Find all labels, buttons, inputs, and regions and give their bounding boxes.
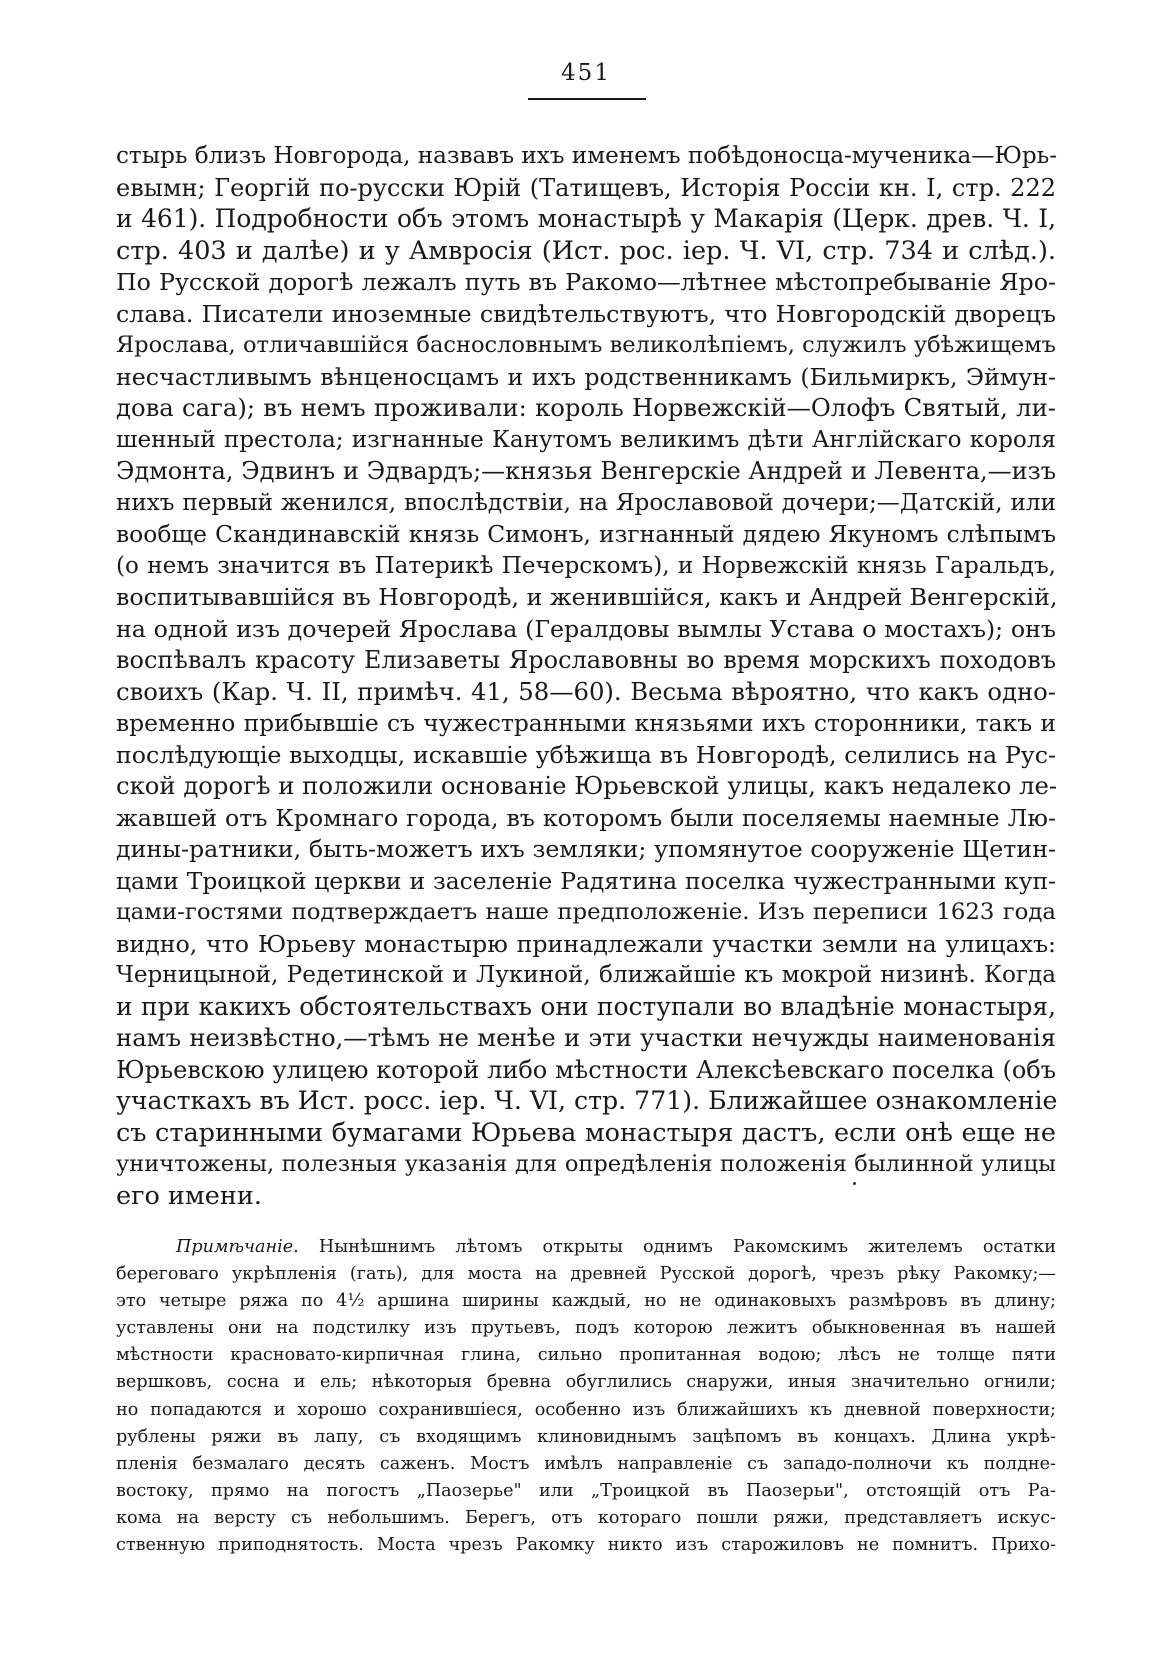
footnote-line: это четыре ряжа по 4½ аршина ширины каждый, но не одинаковыхъ размѣровъ въ длину; (116, 1291, 1056, 1312)
footnote-line: вершковъ, сосна и ель; нѣкоторыя бревна обуглились снаружи, иныя значительно огнили; (116, 1372, 1056, 1393)
text-line: намъ неизвѣстно,—тѣмъ не менѣе и эти участки нечужды наименованія (116, 1023, 1056, 1052)
text-line: (о немъ значится въ Патерикѣ Печерскомъ), и Норвежскій князь Гаральдъ, (116, 552, 1056, 579)
text-line: на одной изъ дочерей Ярослава (Гералдовы вымлы Устава о мостахъ); онъ (116, 614, 1056, 643)
text-line: участкахъ въ Ист. росс. іер. Ч. VI, стр. 771). Ближайшее ознакомленіе (116, 1086, 1058, 1115)
footnote-label: Примѣчаніе. (176, 1237, 299, 1257)
text-line: Юрьевскою улицею которой либо мѣстности Алексѣевскаго поселка (объ (116, 1055, 1056, 1084)
footnote-line: уставлены они на подстилку изъ прутьевъ, подъ которою лежитъ обыкновенная въ нашей (116, 1318, 1056, 1339)
text-line: воспѣвалъ красоту Елизаветы Ярославовны во время морскихъ походовъ (116, 646, 1056, 674)
footnote-line: мѣстности красновато-кирпичная глина, сильно пропитанная водою; лѣсъ не толще пяти (116, 1345, 1056, 1366)
footnote-line: рублены ряжи въ лапу, съ входящимъ клиновиднымъ зацѣпомъ въ концахъ. Длина укрѣ- (116, 1426, 1056, 1447)
text-line: своихъ (Кар. Ч. II, примѣч. 41, 58—60). Весьма вѣроятно, что какъ одно- (116, 676, 1056, 706)
page-number: 451 (561, 60, 611, 86)
text-line: цами Троицкой церкви и заселеніе Радятина поселка чужестранными куп- (116, 866, 1056, 895)
text-line: ской дорогѣ и положили основаніе Юрьевской улицы, какъ недалеко ле- (116, 771, 1058, 800)
text-line: По Русской дорогѣ лежалъ путь въ Ракомо—лѣтнее мѣстопребываніе Яро- (116, 268, 1056, 296)
text-line: цами-гостями подтверждаетъ наше предположеніе. Изъ переписи 1623 года (116, 899, 1056, 925)
text-line: шенный престола; изгнанные Канутомъ великимъ дѣти Англійскаго короля (116, 426, 1056, 453)
text-line: и 461). Подробности объ этомъ монастырѣ у Макарія (Церк. древ. Ч. I, (116, 204, 1056, 233)
print-speck (853, 1182, 856, 1185)
text-line: нихъ первый женился, впослѣдствіи, на Ярославовой дочери;—Датскій, или (116, 489, 1056, 516)
text-line: послѣдующіе выходцы, искавшіе убѣжища въ Новгородѣ, селились на Рус- (116, 740, 1056, 769)
footnote-first-line-text: Нынѣшнимъ лѣтомъ открыты однимъ Ракомскимъ жителемъ остатки (298, 1237, 1056, 1257)
footnote-first-line (176, 1234, 1056, 1260)
text-line: стр. 403 и далѣе) и у Амвросія (Ист. рос. іер. Ч. VI, стр. 734 и слѣд.). (116, 235, 1056, 266)
text-line: Эдмонта, Эдвинъ и Эдвардъ;—князья Венгерскіе Андрей и Левента,—изъ (116, 457, 1056, 485)
text-line: уничтожены, полезныя указанія для опредѣленія положенія былинной улицы (116, 1151, 1056, 1177)
footnote-line: но попадаются и хорошо сохранившіеся, особенно изъ ближайшихъ къ дневной поверхности; (116, 1399, 1056, 1420)
text-line: дова сага); въ немъ проживали: король Норвежскій—Олофъ Святый, ли- (116, 393, 1056, 422)
text-line: видно, что Юрьеву монастырю принадлежали участки земли на улицахъ: (116, 929, 1056, 958)
text-line: жавшей отъ Кромнаго города, въ которомъ были поселяемы наемные Лю- (116, 803, 1056, 832)
text-line: Ярослава, отличавшійся баснословнымъ великолѣпіемъ, служилъ убѣжищемъ (116, 332, 1056, 358)
footnote-line: востоку, прямо на погостъ „Паозерье" или „Троицкой въ Паозерьи", отстоящій отъ Ра- (116, 1480, 1056, 1501)
text-line: слава. Писатели иноземные свидѣтельствуютъ, что Новгородскій дворецъ (116, 299, 1056, 328)
text-line: евымн; Георгій по-русски Юрій (Татищевъ, Исторія Россіи кн. I, стр. 222 (116, 173, 1056, 202)
text-line: временно прибывшіе съ чужестранными князьями ихъ сторонники, такъ и (116, 709, 1056, 737)
footnote-line: кома на версту съ небольшимъ. Берегъ, отъ котораго пошли ряжи, представляетъ искус- (116, 1507, 1056, 1528)
footnote-line: пленія безмалаго десять саженъ. Мостъ имѣлъ направленіе съ западо-полночи къ полдне- (116, 1453, 1056, 1474)
text-line: дины-ратники, быть-можетъ ихъ земляки; упомянутое сооруженіе Щетин- (116, 835, 1056, 863)
text-line: стырь близъ Новгорода, назвавъ ихъ именемъ побѣдоносца-мученика—Юрь- (116, 143, 1058, 169)
text-line: вообще Скандинавскій князь Симонъ, изгнанный дядею Якуномъ слѣпымъ (116, 520, 1056, 548)
text-line: несчастливымъ вѣнценосцамъ и ихъ родственникамъ (Бильмиркъ, Эймун- (116, 362, 1056, 391)
text-line: его имени. (116, 1180, 262, 1211)
text-line: съ старинными бумагами Юрьева монастыря дастъ, если онѣ еще не (116, 1117, 1056, 1148)
text-line: и при какихъ обстоятельствахъ они поступали во владѣніе монастыря, (116, 991, 1056, 1021)
text-line: воспитывавшійся въ Новгородѣ, и женившійся, какъ и Андрей Венгерскій, (116, 583, 1058, 611)
footnote-line: береговаго укрѣпленія (гать), для моста на древней Русской дорогѣ, чрезъ рѣку Ракомку;— (116, 1264, 1056, 1284)
text-line: Черницыной, Редетинской и Лукиной, ближайшіе къ мокрой низинѣ. Когда (116, 962, 1056, 988)
page-number-rule (528, 98, 646, 100)
footnote-line: ственную приподнятость. Моста чрезъ Ракомку никто изъ старожиловъ не помнитъ. Прихо- (116, 1535, 1056, 1555)
